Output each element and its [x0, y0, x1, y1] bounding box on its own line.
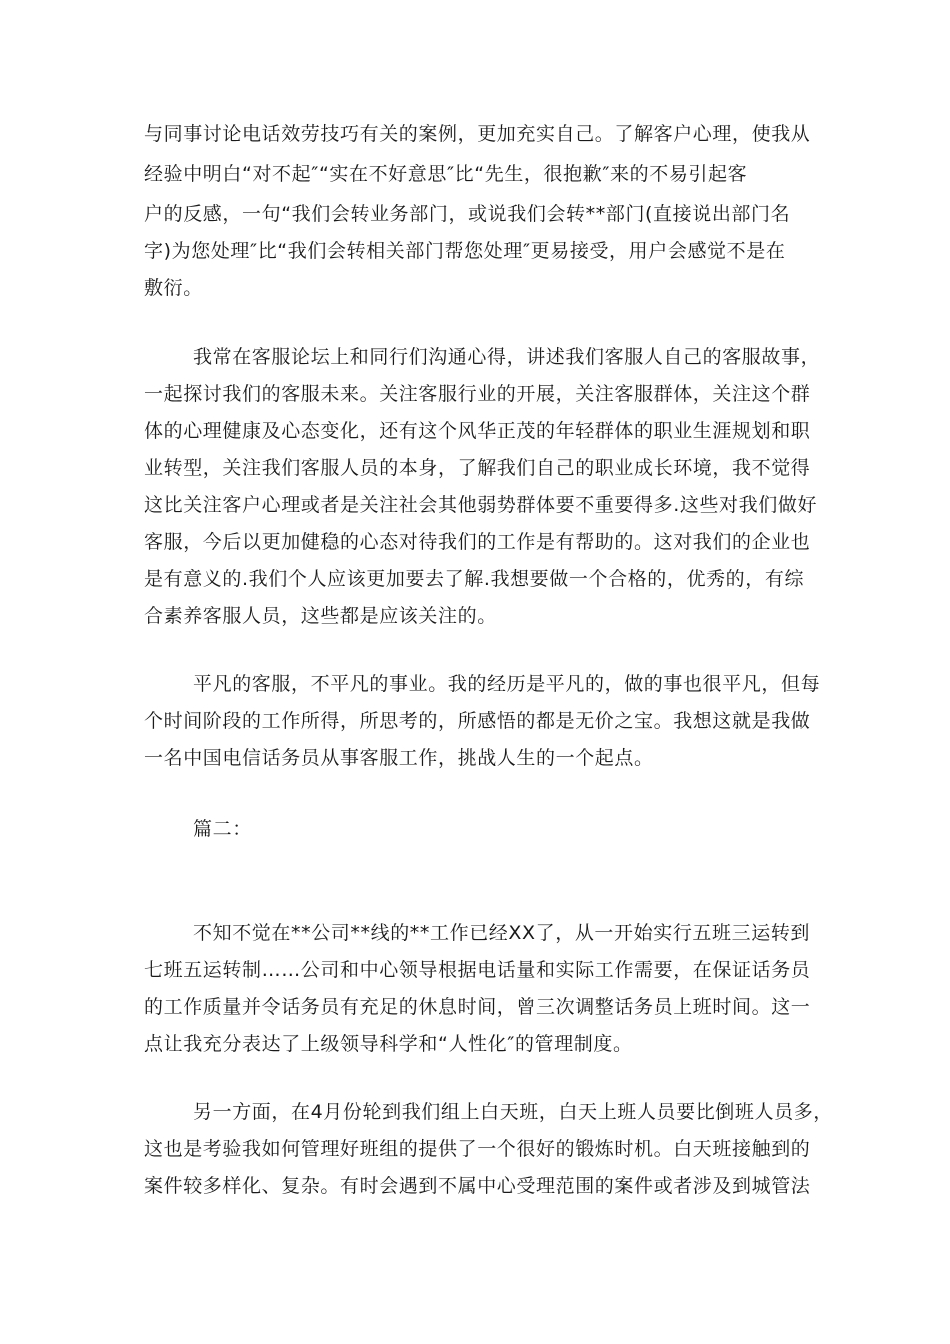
paragraph-4-line-2: 七班五运转制……公司和中心领导根据电话量和实际工作需要，在保证话务员 — [144, 959, 811, 981]
paragraph-2-line-4: 业转型，关注我们客服人员的本身，了解我们自己的职业成长环境，我不觉得 — [144, 457, 811, 479]
paragraph-4-line-4: 点让我充分表达了上级领导科学和“人性化″的管理制度。 — [144, 1033, 633, 1055]
paragraph-2-line-1: 我常在客服论坛上和同行们沟通心得，讲述我们客服人自己的客服故事， — [193, 346, 821, 368]
section-heading: 篇二： — [193, 818, 252, 840]
paragraph-3-line-2: 个时间阶段的工作所得，所思考的，所感悟的都是无价之宝。我想这就是我做 — [144, 710, 811, 732]
paragraph-5-line-1: 另一方面，在4月份轮到我们组上白天班，白天上班人员要比倒班人员多， — [193, 1101, 833, 1123]
paragraph-5-line-2: 这也是考验我如何管理好班组的提供了一个很好的锻炼时机。白天班接触到的 — [144, 1138, 811, 1160]
paragraph-2-line-6: 客服，今后以更加健稳的心态对待我们的工作是有帮助的。这对我们的企业也 — [144, 531, 811, 553]
paragraph-4-line-1: 不知不觉在**公司**线的**工作已经XX了，从一开始实行五班三运转到 — [193, 922, 811, 944]
paragraph-2-line-8: 合素养客服人员，这些都是应该关注的。 — [144, 605, 497, 627]
paragraph-2-line-7: 是有意义的.我们个人应该更加要去了解.我想要做一个合格的，优秀的，有综 — [144, 568, 805, 590]
paragraph-1-line-4: 字)为您处理″比“我们会转相关部门帮您处理″更易接受，用户会感觉不是在 — [144, 240, 786, 262]
paragraph-5-line-3: 案件较多样化、复杂。有时会遇到不属中心受理范围的案件或者涉及到城管法 — [144, 1175, 811, 1197]
paragraph-3-line-3: 一名中国电信话务员从事客服工作，挑战人生的一个起点。 — [144, 747, 654, 769]
paragraph-2-line-3: 体的心理健康及心态变化，还有这个风华正茂的年轻群体的职业生涯规划和职 — [144, 420, 811, 442]
paragraph-2-line-2: 一起探讨我们的客服未来。关注客服行业的开展，关注客服群体，关注这个群 — [144, 383, 811, 405]
paragraph-1-line-1: 与同事讨论电话效劳技巧有关的案例，更加充实自己。了解客户心理，使我从 — [144, 123, 811, 145]
paragraph-1-line-5: 敷衍。 — [144, 277, 203, 299]
paragraph-1-line-2: 经验中明白“对不起″“实在不好意思″比“先生，很抱歉″来的不易引起客 — [144, 163, 748, 185]
paragraph-1-line-3: 户的反感，一句“我们会转业务部门，或说我们会转**部门(直接说出部门名 — [144, 203, 791, 225]
paragraph-3-line-1: 平凡的客服，不平凡的事业。我的经历是平凡的，做的事也很平凡，但每 — [193, 673, 821, 695]
paragraph-4-line-3: 的工作质量并令话务员有充足的休息时间，曾三次调整话务员上班时间。这一 — [144, 996, 811, 1018]
paragraph-2-line-5: 这比关注客户心理或者是关注社会其他弱势群体要不重要得多.这些对我们做好 — [144, 494, 818, 516]
